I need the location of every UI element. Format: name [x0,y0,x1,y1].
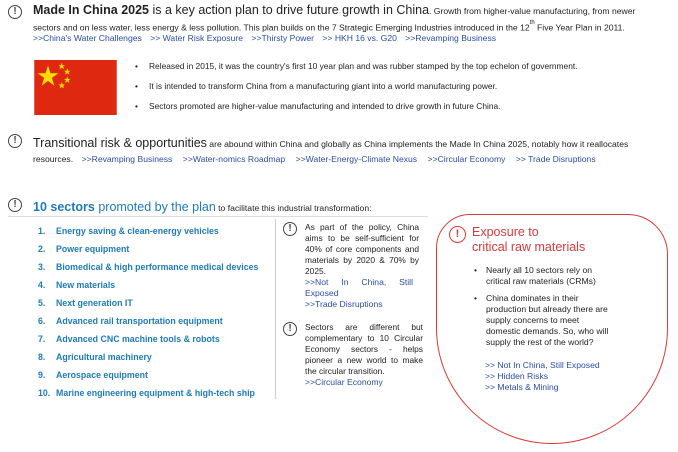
link-hidden-risks[interactable]: >> Hidden Risks [485,371,549,381]
exclamation-icon: ! [449,226,466,243]
link-china-water[interactable]: >>China's Water Challenges [33,33,142,43]
transition-text: are abound within China and globally as China implements the Made In China 2025, notably how it reallocates resources. [33,139,629,164]
intro-title-rest: is a key action plan to drive future growth in China [149,3,430,17]
list-item: • China dominates in their production but already there are supply concerns to meet domestic demands. So, who will supply the rest of the world? [474,293,614,348]
link-circular[interactable]: >>Circular Economy [305,377,383,387]
link-revamping[interactable]: >>Revamping Business [405,33,497,43]
section-divider [8,216,428,217]
sector-list [38,222,258,402]
sectors-title [33,198,372,216]
list-item: 7. Advanced CNC machine tools & robots [38,334,220,344]
intro-paragraph [33,4,653,33]
exposure-title-line1: Exposure to [472,225,539,239]
link-not-in-china[interactable]: >> Not In China, Still Exposed [485,360,600,370]
transition-paragraph [33,136,653,166]
exposure-bullets [474,265,614,354]
list-item: • Nearly all 10 sectors rely on critical raw materials (CRMs) [474,265,614,287]
transition-title: Transitional risk & opportunities [33,136,207,150]
china-flag-icon [34,60,117,115]
list-item: 3. Biomedical & high performance medical devices [38,262,259,272]
list-item: 9. Aerospace equipment [38,370,148,380]
link-water-risk[interactable]: >> Water Risk Exposure [150,33,244,43]
exclamation-icon: ! [283,322,297,336]
list-item: • It is intended to transform China from a manufacturing giant into a world manufacturing power. [135,81,655,91]
intro-sub-text: . Growth from higher-value manufacturing, from newer sectors and on less water, less energy & less pollution. This plan builds on the 7 Strategic Emerging Industries introduced in the 12 [33,6,636,33]
sectors-title-rest: promoted by the plan [94,200,216,214]
intro-links [33,33,502,43]
list-item: 2. Power equipment [38,244,130,254]
note-circular [305,322,423,388]
exposure-title-line2: critical raw materials [472,240,586,254]
link-trade[interactable]: >>Trade Disruptions [305,299,383,309]
exclamation-icon: ! [8,5,22,19]
link-trade[interactable]: >> Trade Disruptions [515,154,596,164]
link-metals-mining[interactable]: >> Metals & Mining [485,382,559,392]
link-not-in-china[interactable]: >>Not In China, Still Exposed [305,277,413,298]
intro-sup: th [529,20,535,26]
column-divider [275,219,276,399]
list-item: • Sectors promoted are higher-value manufacturing and intended to drive growth in future China. [135,101,655,111]
list-item: 8. Agricultural machinery [38,352,152,362]
list-item: 5. Next generation IT [38,298,133,308]
link-circular[interactable]: >>Circular Economy [427,154,506,164]
intro-sub-tail: Five Year Plan in 2011. [534,22,625,33]
note-text: As part of the policy, China aims to be self-sufficient for 40% of core components and materials by 2020 & 70% by 2025. [305,222,419,276]
sectors-title-small: to facilitate this industrial transformation: [215,203,372,213]
note-text: Sectors are different but complementary to 10 Circular Economy sectors - helps pioneer a new world to make the circular transition. [305,322,423,376]
intro-title-bold: Made In China 2025 [33,3,150,17]
flag-bullets [135,61,655,121]
link-revamping[interactable]: >>Revamping Business [81,154,173,164]
link-nexus[interactable]: >>Water-Energy-Climate Nexus [295,154,418,164]
exclamation-icon: ! [8,198,22,212]
link-hkh[interactable]: >> HKH 16 vs. G20 [322,33,397,43]
link-water-nomics[interactable]: >>Water-nomics Roadmap [182,154,286,164]
list-item: 4. New materials [38,280,116,290]
exclamation-icon: ! [283,222,297,236]
list-item: 1. Energy saving & clean-energy vehicles [38,226,219,236]
list-item: 10. Marine engineering equipment & high-tech ship [38,388,255,398]
list-item: 6. Advanced rail transportation equipment [38,316,223,326]
exposure-links [485,360,606,393]
exclamation-icon: ! [8,134,22,148]
sectors-title-colored: 10 sectors [33,200,95,214]
list-item: • Released in 2015, it was the country's first 10 year plan and was rubber stamped by the top echelon of government. [135,61,655,71]
note-self-sufficiency [305,222,419,310]
link-thirsty-power[interactable]: >>Thirsty Power [251,33,314,43]
exposure-title [472,225,585,255]
